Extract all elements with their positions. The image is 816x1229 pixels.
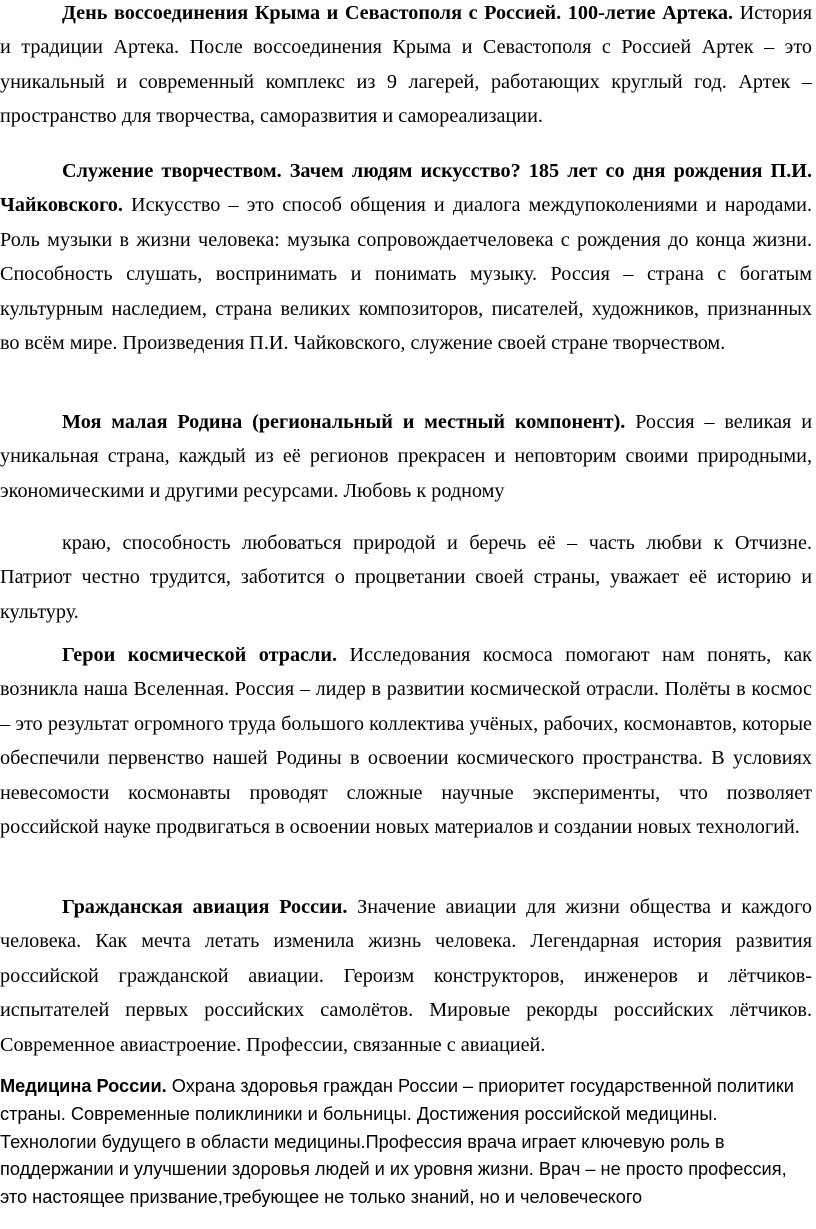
section-small-homeland-continued <box>0 526 814 629</box>
section-title: Служение творчеством. Зачем людям искусство? 185 лет со дня рождения П.И. Чайковского. <box>0 160 812 217</box>
paragraph <box>0 0 814 134</box>
section-title: Моя малая Родина (региональный и местный компонент). <box>62 411 626 433</box>
section-title: День воссоединения Крыма и Севастополя с Россией. 100-летие Артека. <box>62 2 734 24</box>
section-text: Исследования космоса помогают нам понять, как возникла наша Вселенная. Россия – лидер в развитии космической отрасли. Полёты в космос – это результат огромного труда большого коллектива учёных, рабочих, космонавтов, которые обеспечили первенство нашей Родины в освоении космического пространства. В условиях невесомости космонавты проводят сложные научные эксперименты, что позволяет российской науке продвигаться в освоении новых материалов и создании новых технологий. <box>0 644 812 839</box>
section-text: История и традиции Артека. После воссоединения Крыма и Севастополя с Россией Артек – это уникальный и современный комплекс из 9 лагерей, работающих круглый год. Артек – пространство для творчества, саморазвития и самореализации. <box>0 2 813 128</box>
paragraph <box>0 526 814 629</box>
section-crimea-artek <box>0 0 814 134</box>
section-title: Медицина России. <box>0 1076 167 1096</box>
section-title: Гражданская авиация России. <box>62 896 348 918</box>
section-title: Герои космической отрасли. <box>62 644 338 666</box>
section-aviation <box>0 890 814 1062</box>
section-space <box>0 638 814 844</box>
section-text: Искусство – это способ общения и диалога междупоколениями и народами. Роль музыки в жизни человека: музыка сопровождаетчеловека с рождения до конца жизни. Способность слушать, воспринимать и понимать музыку. Россия – страна с богатым культурным наследием, страна великих композиторов, писателей, художников, признанных во всём мире. Произведения П.И. Чайковского, служение своей стране творчеством. <box>0 194 812 355</box>
section-medicine <box>0 1073 814 1212</box>
paragraph <box>0 638 814 844</box>
paragraph <box>0 405 814 508</box>
section-small-homeland <box>0 405 814 508</box>
paragraph <box>0 890 814 1062</box>
paragraph <box>0 154 814 360</box>
section-text: Россия – великая и уникальная страна, каждый из её регионов прекрасен и неповторим своими природными, экономическими и другими ресурсами. Любовь к родному <box>0 411 812 502</box>
section-text: Значение авиации для жизни общества и каждого человека. Как мечта летать изменила жизнь человека. Легендарная история развития российской гражданской авиации. Героизм конструкторов, инженеров и лётчиков-испытателей первых российских самолётов. Мировые рекорды российских лётчиков. Современное авиастроение. Профессии, связанные с авиацией. <box>0 896 812 1056</box>
paragraph <box>0 1073 814 1212</box>
section-text: краю, способность любоваться природой и беречь её – часть любви к Отчизне. Патриот честно трудится, заботится о процветании своей страны, уважает её историю и культуру. <box>0 532 812 623</box>
section-text: Охрана здоровья граждан России – приоритет государственной политики страны. Современные поликлиники и больницы. Достижения российской медицины. Технологии будущего в области медицины.Профессия врача играет ключевую роль в поддержании и улучшении здоровья людей и их уровня жизни. Врач – не просто профессия, это настоящее призвание,требующее не только знаний, но и человеческого <box>0 1076 794 1208</box>
section-tchaikovsky <box>0 154 814 360</box>
